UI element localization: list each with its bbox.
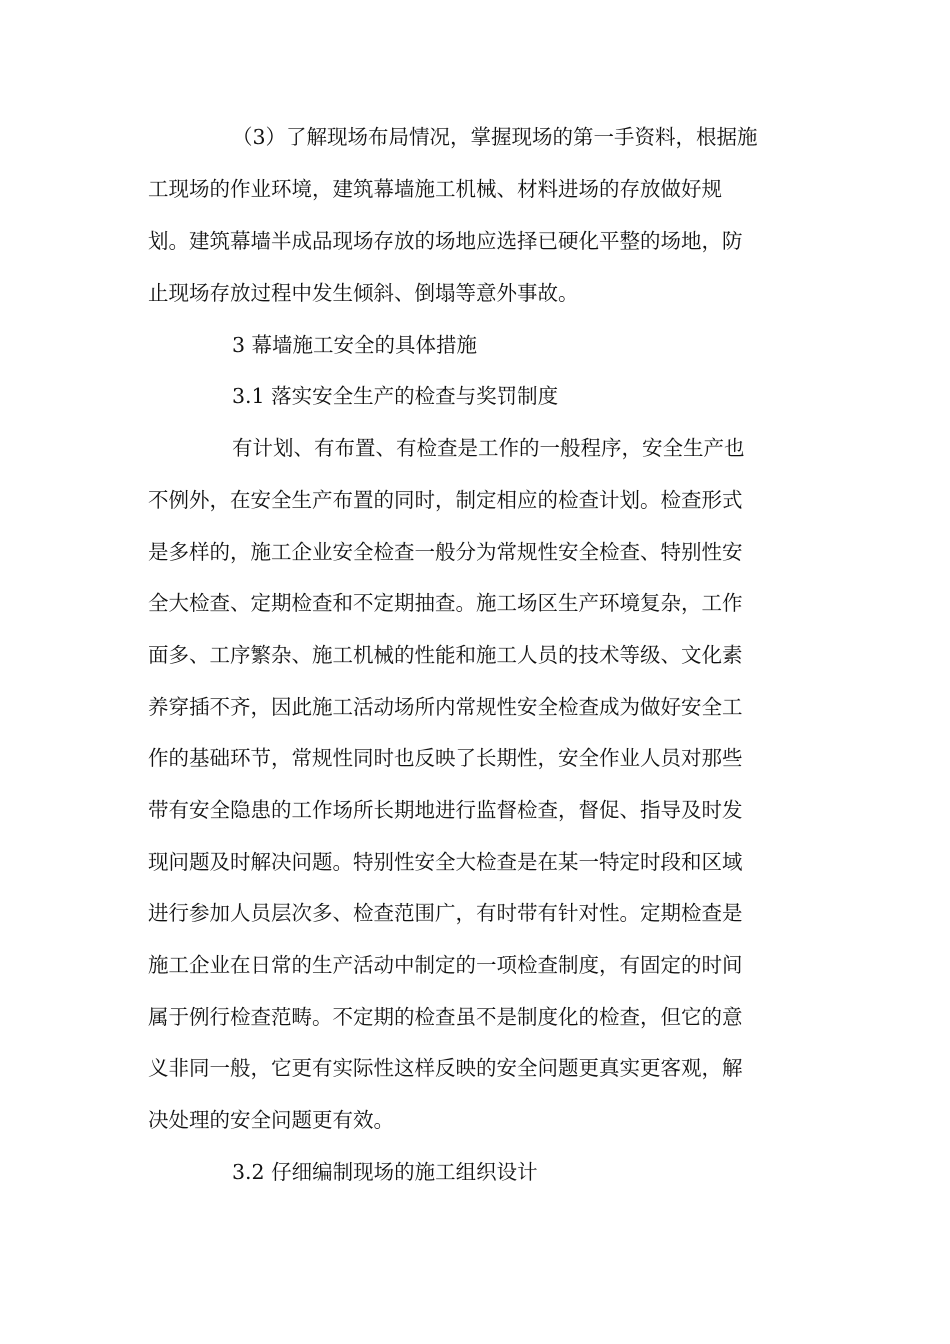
text-line: 决处理的安全问题更有效。 xyxy=(148,1108,394,1132)
text-line: 现问题及时解决问题。特别性安全大检查是在某一特定时段和区域 xyxy=(148,850,743,874)
section-heading: 3 幕墙施工安全的具体措施 xyxy=(232,333,478,357)
text-line: （3）了解现场布局情况，掌握现场的第一手资料，根据施 xyxy=(232,125,758,149)
text-line: 面多、工序繁杂、施工机械的性能和施工人员的技术等级、文化素 xyxy=(148,643,743,667)
text-line: 工现场的作业环境，建筑幕墙施工机械、材料进场的存放做好规 xyxy=(148,177,722,201)
text-line: 作的基础环节，常规性同时也反映了长期性，安全作业人员对那些 xyxy=(148,746,743,770)
subsection-heading: 3.1 落实安全生产的检查与奖罚制度 xyxy=(232,384,559,408)
text-line: 带有安全隐患的工作场所长期地进行监督检查，督促、指导及时发 xyxy=(148,798,743,822)
text-line: 属于例行检查范畴。不定期的检查虽不是制度化的检查，但它的意 xyxy=(148,1005,743,1029)
text-line: 止现场存放过程中发生倾斜、倒塌等意外事故。 xyxy=(148,281,579,305)
text-line: 义非同一般，它更有实际性这样反映的安全问题更真实更客观，解 xyxy=(148,1056,743,1080)
text-line: 全大检查、定期检查和不定期抽查。施工场区生产环境复杂，工作 xyxy=(148,591,743,615)
text-line: 不例外，在安全生产布置的同时，制定相应的检查计划。检查形式 xyxy=(148,488,743,512)
text-line: 施工企业在日常的生产活动中制定的一项检查制度，有固定的时间 xyxy=(148,953,743,977)
text-line: 有计划、有布置、有检查是工作的一般程序，安全生产也 xyxy=(232,436,745,460)
text-line: 划。建筑幕墙半成品现场存放的场地应选择已硬化平整的场地，防 xyxy=(148,229,743,253)
text-line: 养穿插不齐，因此施工活动场所内常规性安全检查成为做好安全工 xyxy=(148,695,743,719)
subsection-heading: 3.2 仔细编制现场的施工组织设计 xyxy=(232,1160,538,1184)
text-line: 进行参加人员层次多、检查范围广，有时带有针对性。定期检查是 xyxy=(148,901,743,925)
text-line: 是多样的，施工企业安全检查一般分为常规性安全检查、特别性安 xyxy=(148,540,743,564)
